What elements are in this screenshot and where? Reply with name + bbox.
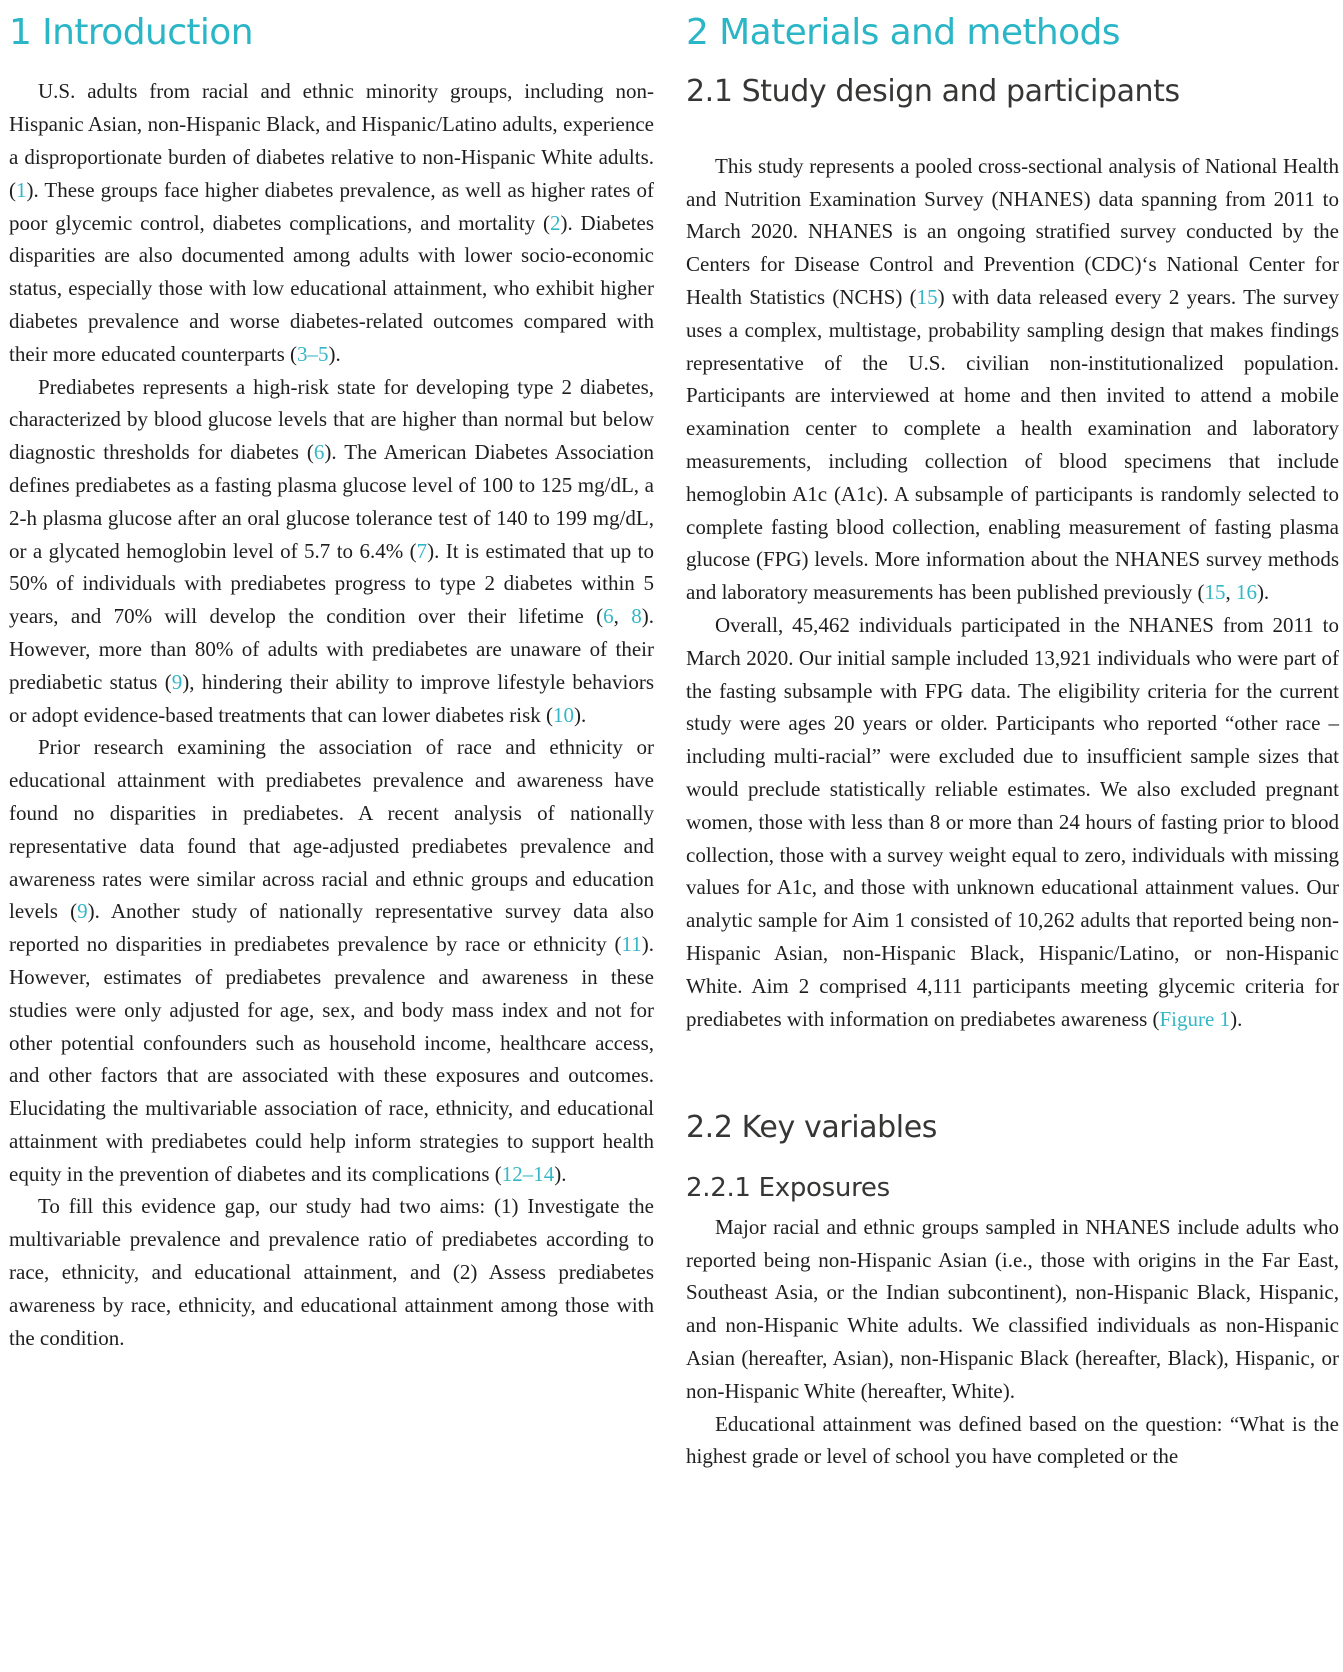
section-heading-materials-and-methods: 2 Materials and methods [686,12,1120,53]
text-run: , [613,604,632,629]
paragraph [9,371,654,732]
text-run: Educational attainment was defined based on the question: “What is the highest grade or level of school you have completed or the [686,1411,1339,1469]
text-run: ). These groups face higher diabetes prevalence, as well as higher rates of poor glycemic control, diabetes complications, and mortality ( [9,177,654,235]
text-run: ). The American Diabetes Association defines prediabetes as a fasting plasma glucose level of 100 to 125 mg/dL, a 2-h plasma glucose after an oral glucose tolerance test of 140 to 199 mg/dL, or a glycated hemoglobin level of 5.7 to 6.4% ( [9,440,654,563]
text-run: ). [574,702,587,727]
citation-link-15[interactable]: 15 [1204,580,1226,605]
text-run: ). [554,1161,567,1186]
citation-link-6[interactable]: 6 [313,440,325,465]
text-run: , [1225,580,1236,605]
figure-1-link[interactable]: Figure 1 [1159,1006,1231,1031]
paragraph [686,1211,1339,1408]
text-run: Prior research examining the association of race and ethnicity or educational attainment with prediabetes prevalence and awareness have found no disparities in prediabetes. A recent analysis of nationally representative data found that age-adjusted prediabetes prevalence and awareness rates were similar across racial and ethnic groups and education levels ( [9,735,654,924]
text-run: This study represents a pooled cross-sectional analysis of National Health and Nutrition Examination Survey (NHANES) data spanning from 2011 to March 2020. NHANES is an ongoing stratified survey conducted by the Centers for Disease Control and Prevention (CDC)‘s National Center for Health Statistics (NCHS) ( [686,153,1339,310]
citation-link-9[interactable]: 9 [171,669,183,694]
text-run: ). [1256,580,1270,605]
text-run: ). [1230,1006,1243,1031]
citation-link-12-14[interactable]: 12–14 [501,1161,555,1186]
text-run: ). However, more than 80% of adults with prediabetes are unaware of their prediabetic status ( [9,604,655,694]
citation-link-10[interactable]: 10 [553,702,575,727]
citation-link-15[interactable]: 15 [916,285,938,310]
right-column [686,12,1339,1473]
citation-link-6[interactable]: 6 [603,604,614,629]
citation-link-8[interactable]: 8 [631,604,642,629]
text-run: Prediabetes represents a high-risk state for developing type 2 diabetes, characterized by blood glucose levels that are higher than normal but below diagnostic thresholds for diabetes ( [9,374,654,465]
citation-link-7[interactable]: 7 [416,538,428,563]
text-run: ). It is estimated that up to 50% of individuals with prediabetes progress to type 2 diabetes within 5 years, and 70% will develop the condition over their lifetime ( [9,538,655,629]
text-run: ). However, estimates of prediabetes prevalence and awareness in these studies were only adjusted for age, sex, and body mass index and not for other potential confounders such as household income, healthcare access, and other factors that are associated with these exposures and outcomes. Elucidating the multivariable association of race, ethnicity, and educational attainment with prediabetes could help inform strategies to support health equity in the prevention of diabetes and its complications ( [9,932,654,1186]
citation-link-1[interactable]: 1 [16,177,27,202]
text-run: ). Another study of nationally representative survey data also reported no disparities in prediabetes prevalence by race or ethnicity ( [9,899,655,957]
text-run: Overall, 45,462 individuals participated in the NHANES from 2011 to March 2020. Our initial sample included 13,921 individuals who were part of the fasting subsample with FPG data. The eligibility criteria for the current study were ages 20 years or older. Participants who reported “other race – including multi-racial” were excluded due to insufficient sample sizes that would preclude statistically reliable estimates. We also excluded pregnant women, those with less than 8 or more than 24 hours of fasting prior to blood collection, those with a survey weight equal to zero, individuals with missing values for A1c, and those with unknown educational attainment values. Our analytic sample for Aim 1 consisted of 10,262 adults that reported being non-Hispanic Asian, non-Hispanic Black, Hispanic/Latino, or non-Hispanic White. Aim 2 comprised 4,111 participants meeting glycemic criteria for prediabetes with information on prediabetes awareness ( [686,613,1339,1031]
citation-link-2[interactable]: 2 [549,210,561,235]
paragraph [9,731,654,1190]
paragraph [686,1408,1339,1474]
paragraph [686,150,1339,609]
text-run: ). [328,341,341,366]
subsubsection-heading-exposures: 2.2.1 Exposures [686,1172,890,1203]
paragraph [9,1190,654,1354]
text-run: ). Diabetes disparities are also documented among adults with lower socio-economic status, especially those with low educational attainment, who exhibit higher diabetes prevalence and worse diabetes-related outcomes compared with their more educated counterparts ( [9,210,654,366]
left-column [9,12,654,1473]
text-run: U.S. adults from racial and ethnic minority groups, including non-Hispanic Asian, non-Hispanic Black, and Hispanic/Latino adults, experience a disproportionate burden of diabetes relative to non-Hispanic White adults. ( [9,79,654,202]
paragraph [686,609,1339,1035]
text-run: ), hindering their ability to improve lifestyle behaviors or adopt evidence-based treatments that can lower diabetes risk ( [9,669,654,727]
section-heading-introduction: 1 Introduction [9,12,253,53]
subsection-heading-study-design: 2.1 Study design and participants [686,74,1180,110]
citation-link-16[interactable]: 16 [1235,580,1257,605]
paragraph [9,75,654,370]
subsection-heading-key-variables: 2.2 Key variables [686,1110,938,1146]
text-run: Major racial and ethnic groups sampled in NHANES include adults who reported being non-Hispanic Asian (i.e., those with origins in the Far East, Southeast Asia, or the Indian subcontinent), non-Hispanic Black, Hispanic, and non-Hispanic White adults. We classified individuals as non-Hispanic Asian (hereafter, Asian), non-Hispanic Black (hereafter, Black), Hispanic, or non-Hispanic White (hereafter, White). [686,1214,1339,1403]
citation-link-11[interactable]: 11 [621,932,642,957]
text-run: To fill this evidence gap, our study had two aims: (1) Investigate the multivariable prevalence and prevalence ratio of prediabetes according to race, ethnicity, and educational attainment, and (2) Assess prediabetes awareness by race, ethnicity, and educational attainment among those with the condition. [9,1194,654,1350]
citation-link-9[interactable]: 9 [77,899,88,924]
citation-link-3-5[interactable]: 3–5 [297,341,329,366]
text-run: ) with data released every 2 years. The survey uses a complex, multistage, probability sampling design that makes findings representative of the U.S. civilian non-institutionalized population. Participants are interviewed at home and then invited to attend a mobile examination center to complete a health examination and laboratory measurements, including collection of blood specimens that include hemoglobin A1c (A1c). A subsample of participants is randomly selected to complete fasting blood collection, enabling measurement of fasting plasma glucose (FPG) levels. More information about the NHANES survey methods and laboratory measurements has been published previously ( [686,285,1339,605]
